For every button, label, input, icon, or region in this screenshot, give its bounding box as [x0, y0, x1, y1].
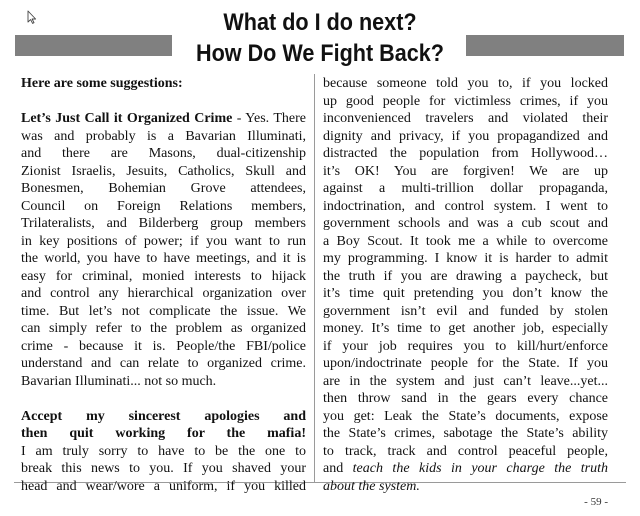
paragraph-line: if your job requires you to kill/hurt/enforce: [323, 338, 608, 354]
paragraph-gap: [21, 390, 306, 408]
paragraph-line: then throw sand in the gears every chance: [323, 391, 608, 406]
emphasis-text: teach the kids in your charge the truth: [352, 461, 608, 476]
paragraph-line: inconvenienced travelers and violated their: [323, 111, 608, 126]
paragraph-line: Bavarian Illuminati... not so much.: [21, 373, 217, 389]
paragraph-line: and there are Masons, dual-citizenship: [21, 146, 306, 161]
paragraph-line: easy for criminal, monied interests to hijack: [21, 268, 306, 284]
title-decor-bar-left: [15, 35, 172, 56]
paragraph-text: and: [323, 461, 353, 476]
column-divider: [314, 74, 315, 482]
section-heading: Accept my sincerest apologies and: [21, 408, 306, 424]
title-line-2: How Do We Fight Back?: [195, 40, 445, 67]
paragraph-line: [21, 110, 306, 128]
section-heading: Let’s Just Call it Organized Crime: [21, 111, 233, 126]
title-line-1: What do I do next?: [223, 9, 417, 36]
paragraph-line: against a multi-trillion dollar propaganda,: [323, 181, 608, 196]
paragraph-line: government schools and was a cub scout and: [323, 216, 608, 231]
paragraph-line: the State’s crimes, sabotage the State’s ability: [323, 426, 608, 441]
paragraph-line: it’s time quit pretending you don’t know the: [323, 286, 608, 301]
paragraph-line: it’s OK! You are forgiven! We are up: [323, 163, 608, 179]
paragraph-line: my programming. I know it is harder to admit: [323, 251, 608, 266]
paragraph-line: time. But let’s not complicate the issue. We: [21, 303, 306, 319]
paragraph-line: was and probably is a Bavarian Illuminati,: [21, 128, 306, 144]
paragraph-line: because someone told you to, if you locked: [323, 76, 608, 91]
page-number: - 59 -: [584, 496, 608, 508]
paragraph-line: break this news to you. If you shaved your: [21, 461, 306, 476]
page-title: [150, 7, 490, 69]
paragraph-line: crime - because it is. People/the FBI/police: [21, 338, 306, 354]
paragraph-line: up good people for victimless crimes, if you: [323, 93, 608, 109]
paragraph-line: Bonesmen, Bohemian Grove attendees,: [21, 181, 306, 196]
intro-text: Here are some suggestions:: [21, 76, 183, 91]
paragraph-line: indoctrination, and control system. I went to: [323, 198, 608, 214]
paragraph-line: the world, you have to have meetings, and it is: [21, 251, 306, 266]
left-column: [21, 75, 306, 495]
paragraph-line: understand and can relate to organized crime.: [21, 356, 306, 371]
section-heading: then quit working for the mafia!: [21, 426, 306, 441]
right-column: [323, 75, 608, 495]
paragraph-line: [323, 460, 608, 478]
paragraph-line: government isn’t evil and funded by stolen: [323, 303, 608, 319]
paragraph-line: Trilateralists, and Bilderberg group members: [21, 216, 306, 231]
paragraph-line: you get: Leak the State’s documents, expose: [323, 408, 608, 424]
paragraph-line: are in the system and just can’t leave...yet...: [323, 373, 608, 389]
paragraph-line: head and wear/wore a uniform, if you killed: [21, 478, 306, 494]
paragraph-line: upon/indoctrinate people for the State. If you: [323, 356, 608, 371]
emphasis-text: about the system.: [323, 478, 420, 494]
paragraph-line: can simply refer to the problem as organized: [21, 321, 306, 336]
paragraph-line: Council on Foreign Relations members,: [21, 198, 306, 214]
paragraph-line: the truth if you are drawing a paycheck, but: [323, 268, 608, 284]
paragraph-line: Zionist Israelis, Jesuits, Catholics, Skull and: [21, 163, 306, 179]
paragraph-line: money. It’s time to get another job, especially: [323, 321, 608, 336]
paragraph-gap: [21, 93, 306, 111]
paragraph-line: dignity and privacy, if you propagandized and: [323, 128, 608, 144]
paragraph-line: and control any hierarchical organization over: [21, 286, 306, 301]
paragraph-line: in key positions of power; if you want to run: [21, 233, 306, 249]
paragraph-line: distracted the population from Hollywood…: [323, 146, 608, 161]
paragraph-text: - Yes. There: [232, 111, 306, 126]
paragraph-line: to track, track and control peaceful people,: [323, 443, 608, 459]
mouse-cursor-icon: [27, 10, 37, 24]
paragraph-line: a Boy Scout. It took me a while to overcome: [323, 233, 608, 249]
paragraph-line: I am truly sorry to have to be the one to: [21, 443, 306, 459]
